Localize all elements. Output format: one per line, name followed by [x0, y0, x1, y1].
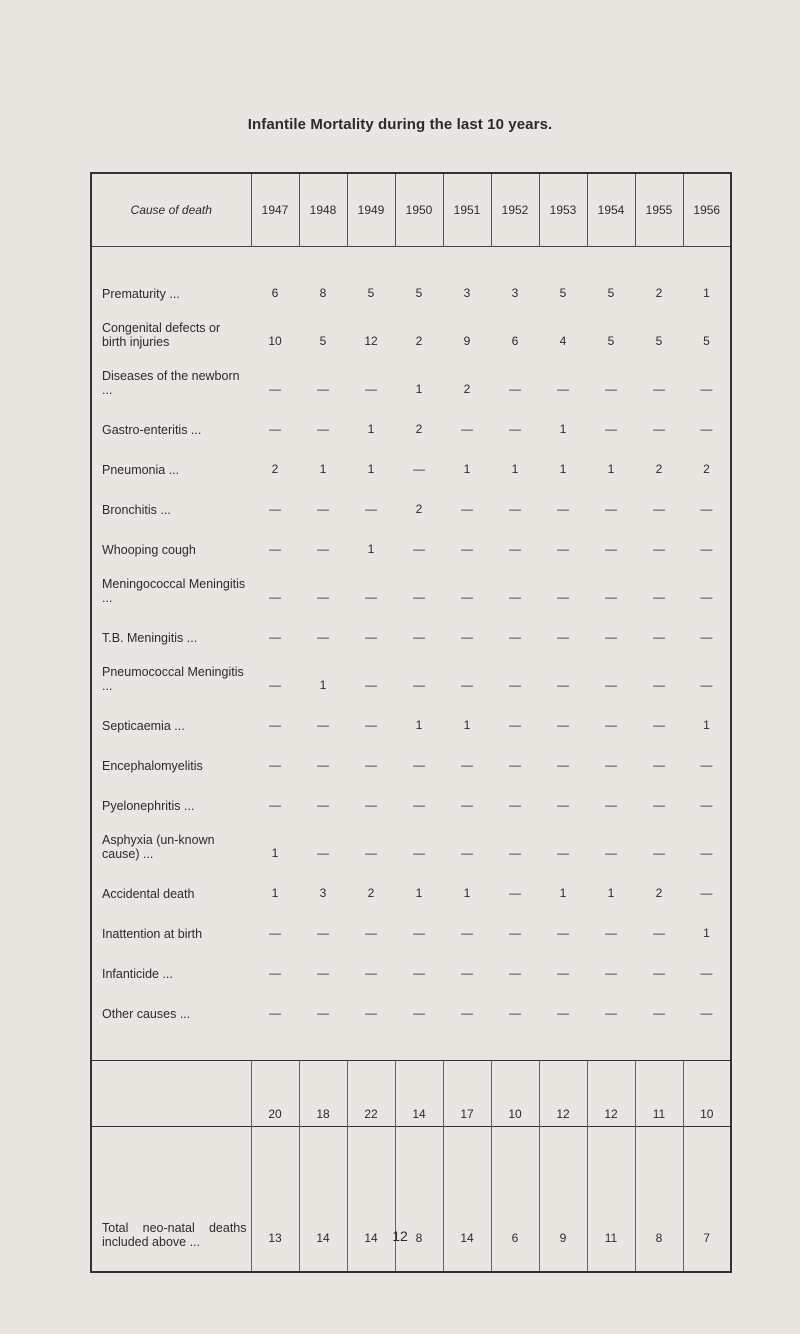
value-cell: 1 — [559, 886, 567, 900]
page-number: 12 — [392, 1228, 408, 1244]
value-cell: — — [413, 926, 425, 940]
value-cell: — — [461, 422, 473, 436]
table-row — [91, 649, 731, 697]
value-cell: — — [461, 758, 473, 772]
header-year: 1951 — [443, 173, 491, 247]
value-cell: 1 — [607, 462, 615, 476]
value-cell: 5 — [559, 286, 567, 300]
value-cell: — — [365, 1006, 377, 1020]
value-cell: — — [269, 1006, 281, 1020]
value-cell: — — [461, 502, 473, 516]
value-cell: — — [605, 502, 617, 516]
value-cell: — — [653, 758, 665, 772]
total-cell: 14 — [395, 1061, 443, 1127]
header-year: 1953 — [539, 173, 587, 247]
value-cell: — — [700, 886, 713, 900]
value-cell: — — [557, 502, 569, 516]
neonatal-cell: 8 — [635, 1127, 683, 1273]
value-cell: 2 — [463, 382, 471, 396]
table-row — [91, 561, 731, 609]
value-cell: — — [557, 382, 569, 396]
value-cell: — — [461, 1006, 473, 1020]
value-cell: — — [557, 678, 569, 692]
value-cell: — — [509, 846, 521, 860]
value-cell: — — [413, 758, 425, 772]
value-cell: — — [509, 718, 521, 732]
value-cell: — — [653, 678, 665, 692]
value-cell: 1 — [271, 846, 279, 860]
value-cell: — — [461, 590, 473, 604]
table-row — [91, 777, 731, 817]
value-cell: — — [365, 382, 377, 396]
value-cell: — — [413, 798, 425, 812]
value-cell: — — [269, 758, 281, 772]
value-cell: — — [557, 542, 569, 556]
value-cell: 5 — [415, 286, 423, 300]
header-row — [91, 173, 731, 247]
value-cell: 2 — [415, 502, 423, 516]
value-cell: — — [509, 886, 521, 900]
neonatal-cell: 14 — [347, 1127, 395, 1273]
value-cell: — — [605, 798, 617, 812]
cause-label: Pyelonephritis ... — [102, 799, 195, 813]
value-cell: — — [605, 966, 617, 980]
cause-label: Whooping cough — [102, 543, 196, 557]
value-cell: 1 — [463, 718, 471, 732]
value-cell: — — [269, 966, 281, 980]
neonatal-label: Total neo-natal deaths included above ... — [91, 1127, 251, 1273]
value-cell: — — [653, 1006, 665, 1020]
value-cell: 5 — [367, 286, 375, 300]
value-cell: — — [700, 502, 713, 516]
value-cell: — — [700, 422, 713, 436]
value-cell: — — [653, 630, 665, 644]
value-cell: — — [461, 542, 473, 556]
value-cell: 5 — [607, 334, 615, 348]
value-cell: — — [509, 630, 521, 644]
value-cell: 6 — [271, 286, 279, 300]
value-cell: 1 — [607, 886, 615, 900]
cause-label: Pneumococcal Meningitis ... — [102, 665, 244, 693]
value-cell: — — [605, 926, 617, 940]
value-cell: — — [269, 590, 281, 604]
value-cell: — — [605, 678, 617, 692]
value-cell: — — [653, 718, 665, 732]
cause-label: Inattention at birth — [102, 927, 203, 941]
value-cell: 10 — [268, 334, 282, 348]
value-cell: — — [461, 630, 473, 644]
header-rule — [91, 247, 731, 266]
value-cell: — — [365, 678, 377, 692]
neonatal-cell: 13 — [251, 1127, 299, 1273]
header-cause: Cause of death — [91, 173, 251, 247]
cause-label: Prematurity ... — [102, 287, 180, 301]
table-row — [91, 817, 731, 865]
totals-row — [91, 1061, 731, 1127]
value-cell: — — [413, 462, 425, 476]
value-cell: — — [700, 798, 713, 812]
value-cell: — — [509, 926, 521, 940]
table-row — [91, 521, 731, 561]
value-cell: 1 — [319, 678, 327, 692]
neonatal-cell: 6 — [491, 1127, 539, 1273]
value-cell: — — [605, 422, 617, 436]
value-cell: — — [365, 798, 377, 812]
neonatal-cell: 11 — [587, 1127, 635, 1273]
total-cell: 11 — [635, 1061, 683, 1127]
value-cell: — — [557, 926, 569, 940]
value-cell: — — [700, 678, 713, 692]
table-row — [91, 305, 731, 353]
value-cell: — — [509, 758, 521, 772]
value-cell: — — [461, 678, 473, 692]
value-cell: 1 — [367, 542, 375, 556]
value-cell: 1 — [415, 886, 423, 900]
value-cell: — — [557, 630, 569, 644]
value-cell: 5 — [655, 334, 663, 348]
total-cell: 17 — [443, 1061, 491, 1127]
value-cell: — — [317, 718, 329, 732]
value-cell: — — [653, 382, 665, 396]
value-cell: — — [461, 846, 473, 860]
header-year: 1956 — [693, 203, 721, 217]
value-cell: — — [317, 422, 329, 436]
value-cell: — — [509, 542, 521, 556]
value-cell: — — [317, 966, 329, 980]
value-cell: — — [413, 630, 425, 644]
value-cell: 1 — [319, 462, 327, 476]
cause-label: Diseases of the newborn ... — [102, 369, 240, 397]
header-year: 1948 — [299, 173, 347, 247]
value-cell: — — [317, 1006, 329, 1020]
cause-label: Asphyxia (un-known cause) ... — [102, 833, 215, 861]
value-cell: — — [509, 590, 521, 604]
value-cell: — — [605, 718, 617, 732]
neonatal-cell: 9 — [539, 1127, 587, 1273]
value-cell: 1 — [271, 886, 279, 900]
value-cell: — — [557, 758, 569, 772]
value-cell: — — [269, 542, 281, 556]
table-row — [91, 353, 731, 401]
table-row — [91, 481, 731, 521]
value-cell: — — [317, 542, 329, 556]
value-cell: — — [413, 590, 425, 604]
value-cell: — — [700, 382, 713, 396]
page-title: Infantile Mortality during the last 10 years. — [247, 116, 553, 133]
value-cell: — — [365, 926, 377, 940]
value-cell: 4 — [559, 334, 567, 348]
value-cell: — — [653, 502, 665, 516]
value-cell: — — [461, 798, 473, 812]
value-cell: — — [269, 502, 281, 516]
value-cell: — — [269, 718, 281, 732]
value-cell: — — [413, 678, 425, 692]
value-cell: — — [317, 502, 329, 516]
value-cell: — — [700, 846, 713, 860]
table-row — [91, 697, 731, 737]
totals-spacer — [91, 1025, 731, 1061]
value-cell: — — [317, 382, 329, 396]
total-cell: 12 — [539, 1061, 587, 1127]
neonatal-row — [91, 1127, 731, 1273]
value-cell: — — [605, 846, 617, 860]
total-cell: 18 — [299, 1061, 347, 1127]
value-cell: — — [605, 1006, 617, 1020]
value-cell: 2 — [655, 886, 663, 900]
value-cell: — — [605, 382, 617, 396]
value-cell: 2 — [367, 886, 375, 900]
cause-label: Other causes ... — [102, 1007, 191, 1021]
value-cell: — — [509, 422, 521, 436]
total-cell: 20 — [251, 1061, 299, 1127]
value-cell: 3 — [319, 886, 327, 900]
value-cell: — — [269, 422, 281, 436]
header-year: 1954 — [587, 173, 635, 247]
value-cell: — — [509, 502, 521, 516]
header-year: 1947 — [251, 173, 299, 247]
value-cell: — — [509, 798, 521, 812]
table-row — [91, 265, 731, 305]
value-cell: — — [317, 758, 329, 772]
cause-label: Meningococcal Meningitis ... — [102, 577, 246, 605]
value-cell: 1 — [367, 422, 375, 436]
table-row — [91, 865, 731, 905]
value-cell: 2 — [415, 422, 423, 436]
neonatal-cell: 14 — [443, 1127, 491, 1273]
cause-label: Encephalomyelitis — [102, 759, 203, 773]
value-cell: 2 — [655, 462, 663, 476]
neonatal-cell: 8 — [395, 1127, 443, 1273]
value-cell: — — [700, 630, 713, 644]
value-cell: — — [700, 542, 713, 556]
total-cell: 22 — [347, 1061, 395, 1127]
value-cell: — — [509, 1006, 521, 1020]
value-cell: — — [365, 966, 377, 980]
value-cell: 1 — [463, 462, 471, 476]
value-cell: 8 — [319, 286, 327, 300]
table-row — [91, 905, 731, 945]
value-cell: — — [605, 758, 617, 772]
cause-label: Bronchitis ... — [102, 503, 171, 517]
total-cell: 10 — [491, 1061, 539, 1127]
value-cell: — — [269, 630, 281, 644]
cause-label: Gastro-enteritis ... — [102, 423, 202, 437]
value-cell: 2 — [703, 462, 710, 476]
value-cell: — — [700, 758, 713, 772]
value-cell: 6 — [511, 334, 519, 348]
table-row — [91, 945, 731, 985]
value-cell: — — [269, 926, 281, 940]
value-cell: — — [317, 846, 329, 860]
value-cell: — — [509, 966, 521, 980]
value-cell: 2 — [271, 462, 279, 476]
value-cell: — — [365, 846, 377, 860]
value-cell: — — [700, 1006, 713, 1020]
value-cell: — — [509, 678, 521, 692]
value-cell: — — [509, 382, 521, 396]
value-cell: 1 — [367, 462, 375, 476]
value-cell: 1 — [511, 462, 519, 476]
value-cell: — — [653, 590, 665, 604]
value-cell: — — [413, 966, 425, 980]
table-row — [91, 609, 731, 649]
cause-label: Pneumonia ... — [102, 463, 180, 477]
value-cell: 1 — [703, 718, 710, 732]
value-cell: 3 — [463, 286, 471, 300]
value-cell: — — [653, 846, 665, 860]
total-cell: 10 — [683, 1061, 731, 1127]
value-cell: — — [700, 590, 713, 604]
value-cell: — — [365, 502, 377, 516]
value-cell: — — [365, 718, 377, 732]
cause-label: Accidental death — [102, 887, 195, 901]
value-cell: — — [365, 590, 377, 604]
value-cell: — — [365, 630, 377, 644]
value-cell: — — [413, 1006, 425, 1020]
value-cell: — — [317, 630, 329, 644]
value-cell: — — [653, 926, 665, 940]
value-cell: — — [557, 798, 569, 812]
cause-label: Congenital defects or birth injuries — [102, 321, 221, 349]
value-cell: — — [557, 1006, 569, 1020]
value-cell: — — [317, 798, 329, 812]
value-cell: 1 — [415, 382, 423, 396]
value-cell: — — [413, 846, 425, 860]
value-cell: — — [605, 590, 617, 604]
value-cell: 1 — [559, 462, 567, 476]
value-cell: — — [317, 590, 329, 604]
value-cell: — — [653, 966, 665, 980]
neonatal-cell: 7 — [683, 1127, 731, 1273]
value-cell: 3 — [511, 286, 519, 300]
cause-label: Septicaemia ... — [102, 719, 185, 733]
cause-label: T.B. Meningitis ... — [102, 631, 198, 645]
table-row — [91, 737, 731, 777]
value-cell: 5 — [703, 334, 710, 348]
value-cell: 9 — [463, 334, 471, 348]
value-cell: 2 — [415, 334, 423, 348]
value-cell: 1 — [703, 926, 710, 940]
value-cell: — — [317, 926, 329, 940]
value-cell: 1 — [703, 286, 710, 300]
total-cell: 12 — [587, 1061, 635, 1127]
value-cell: 5 — [607, 286, 615, 300]
header-year: 1955 — [635, 173, 683, 247]
header-year: 1952 — [491, 173, 539, 247]
value-cell: — — [461, 966, 473, 980]
value-cell: — — [557, 590, 569, 604]
value-cell: 2 — [655, 286, 663, 300]
value-cell: — — [557, 718, 569, 732]
value-cell: — — [557, 846, 569, 860]
value-cell: — — [269, 382, 281, 396]
value-cell: 1 — [463, 886, 471, 900]
value-cell: — — [365, 758, 377, 772]
value-cell: — — [653, 798, 665, 812]
table-row — [91, 441, 731, 481]
mortality-table — [90, 172, 732, 1273]
cause-label: Infanticide ... — [102, 967, 173, 981]
value-cell: — — [461, 926, 473, 940]
value-cell: — — [605, 630, 617, 644]
value-cell: — — [269, 678, 281, 692]
value-cell: — — [269, 798, 281, 812]
value-cell: 5 — [319, 334, 327, 348]
totals-label — [91, 1061, 251, 1127]
value-cell: — — [700, 966, 713, 980]
table-row — [91, 985, 731, 1025]
table-row — [91, 401, 731, 441]
value-cell: 12 — [364, 334, 378, 348]
value-cell: 1 — [559, 422, 567, 436]
value-cell: — — [557, 966, 569, 980]
header-year: 1949 — [347, 173, 395, 247]
header-year: 1950 — [395, 173, 443, 247]
value-cell: 1 — [415, 718, 423, 732]
value-cell: — — [413, 542, 425, 556]
value-cell: — — [653, 422, 665, 436]
neonatal-cell: 14 — [299, 1127, 347, 1273]
value-cell: — — [605, 542, 617, 556]
value-cell: — — [653, 542, 665, 556]
